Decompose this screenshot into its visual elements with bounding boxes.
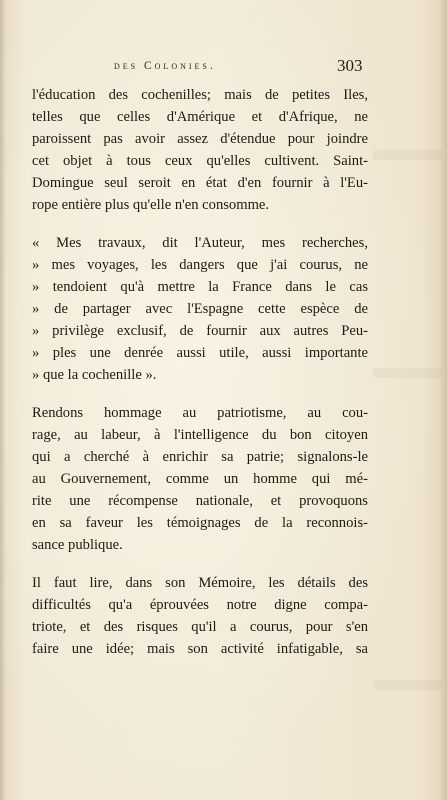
text-line: » que la cochenille ». xyxy=(32,367,157,383)
text-line: Rendons hommage au patriotisme, au cou- xyxy=(32,405,368,421)
text-line: » ples une denrée aussi utile, aussi importante xyxy=(32,345,368,361)
text-line: rope entière plus qu'elle n'en consomme. xyxy=(32,197,270,213)
paragraph xyxy=(32,84,368,216)
page-gutter-shadow xyxy=(0,0,6,800)
body-text xyxy=(32,84,368,660)
paragraph xyxy=(32,402,368,556)
running-head xyxy=(0,58,447,78)
show-through-mark xyxy=(373,150,443,160)
paragraph xyxy=(32,232,368,386)
text-line: » privilège exclusif, de fournir aux autres Peu- xyxy=(32,323,368,339)
paragraph-gap xyxy=(32,386,368,402)
text-line: « Mes travaux, dit l'Auteur, mes recherches, xyxy=(32,235,368,251)
text-line: paroissent pas avoir assez d'étendue pour joindre xyxy=(32,131,368,147)
text-line: Il faut lire, dans son Mémoire, les détails des xyxy=(32,575,368,591)
text-line: sance publique. xyxy=(32,537,123,553)
paragraph xyxy=(32,572,368,660)
show-through-mark xyxy=(373,680,443,690)
text-line: Domingue seul seroit en état d'en fournir à l'Eu- xyxy=(32,175,368,191)
text-line: en sa faveur les témoignages de la reconnois- xyxy=(32,515,368,531)
text-line: » tendoient qu'à mettre la France dans le cas xyxy=(32,279,368,295)
text-line: difficultés qu'a éprouvées notre digne compa- xyxy=(32,597,368,613)
text-line: faire une idée; mais son activité infatigable, sa xyxy=(32,641,368,657)
text-line: telles que celles d'Amérique et d'Afrique, ne xyxy=(32,109,368,125)
paragraph-gap xyxy=(32,556,368,572)
running-title: des Colonies. xyxy=(114,60,216,72)
text-line: au Gouvernement, comme un homme qui mé- xyxy=(32,471,368,487)
text-line: triote, et des risques qu'il a courus, pour s'en xyxy=(32,619,368,635)
show-through-mark xyxy=(373,368,443,378)
page-number: 303 xyxy=(337,56,363,75)
text-line: rite une récompense nationale, et provoquons xyxy=(32,493,368,509)
text-line: » mes voyages, les dangers que j'ai courus, ne xyxy=(32,257,368,273)
text-line: l'éducation des cochenilles; mais de petites Iles, xyxy=(32,87,368,103)
text-line: cet objet à tous ceux qu'elles cultivent. Saint- xyxy=(32,153,368,169)
paragraph-gap xyxy=(32,216,368,232)
text-line: rage, au labeur, à l'intelligence du bon citoyen xyxy=(32,427,368,443)
text-line: » de partager avec l'Espagne cette espèce de xyxy=(32,301,368,317)
text-line: qui a cherché à enrichir sa patrie; signalons-le xyxy=(32,449,368,465)
